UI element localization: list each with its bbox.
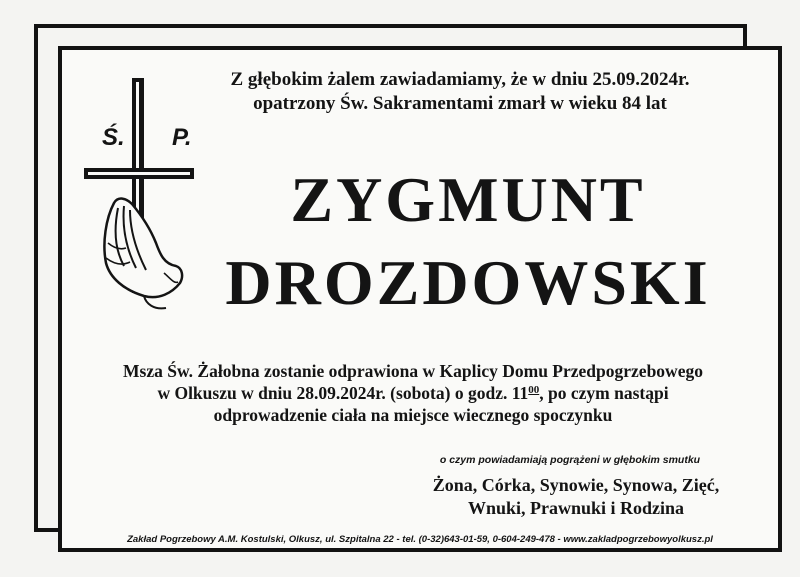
family-list [390, 474, 762, 520]
sp-left-letter: Ś. [102, 124, 125, 151]
intro-line-2: opatrzony Św. Sakramentami zmarł w wieku 84 lat [253, 93, 667, 114]
intro-line-1: Z głębokim żalem zawiadamiamy, że w dniu 25.09.2024r. [230, 69, 690, 90]
deceased-last-name: DROZDOWSKI [225, 247, 711, 318]
mass-line-2-end: , po czym nastąpi [539, 383, 669, 403]
announcement-intro [200, 68, 720, 116]
mass-line-2-start: w Olkuszu w dniu 28.09.2024r. (sobota) o godz. 11 [157, 383, 529, 403]
mourners-intro: o czym powiadamiają pogrążeni w głębokim smutku [439, 454, 701, 466]
cross-praying-hands-icon [84, 78, 194, 318]
mass-line-1: Msza Św. Żałobna zostanie odprawiona w Kaplicy Domu Przedpogrzebowego [123, 361, 703, 381]
family-line-1: Żona, Córka, Synowie, Synowa, Zięć, [432, 475, 720, 495]
funeral-mass-info [86, 360, 740, 426]
mass-line-3: odprowadzenie ciała na miejsce wiecznego spoczynku [213, 405, 613, 425]
family-line-2: Wnuki, Prawnuki i Rodzina [467, 498, 685, 518]
mass-line-2 [86, 382, 740, 404]
mass-time-minutes: 00 [528, 384, 540, 396]
deceased-first-name: ZYGMUNT [290, 164, 646, 235]
funeral-home-footer: Zakład Pogrzebowy A.M. Kostulski, Olkusz, ul. Szpitalna 22 - tel. (0-32)643-01-59, 0-604-249-478 - www.zakladpogrzebowyolkusz.pl [127, 534, 713, 545]
sp-right-letter: P. [172, 124, 192, 151]
